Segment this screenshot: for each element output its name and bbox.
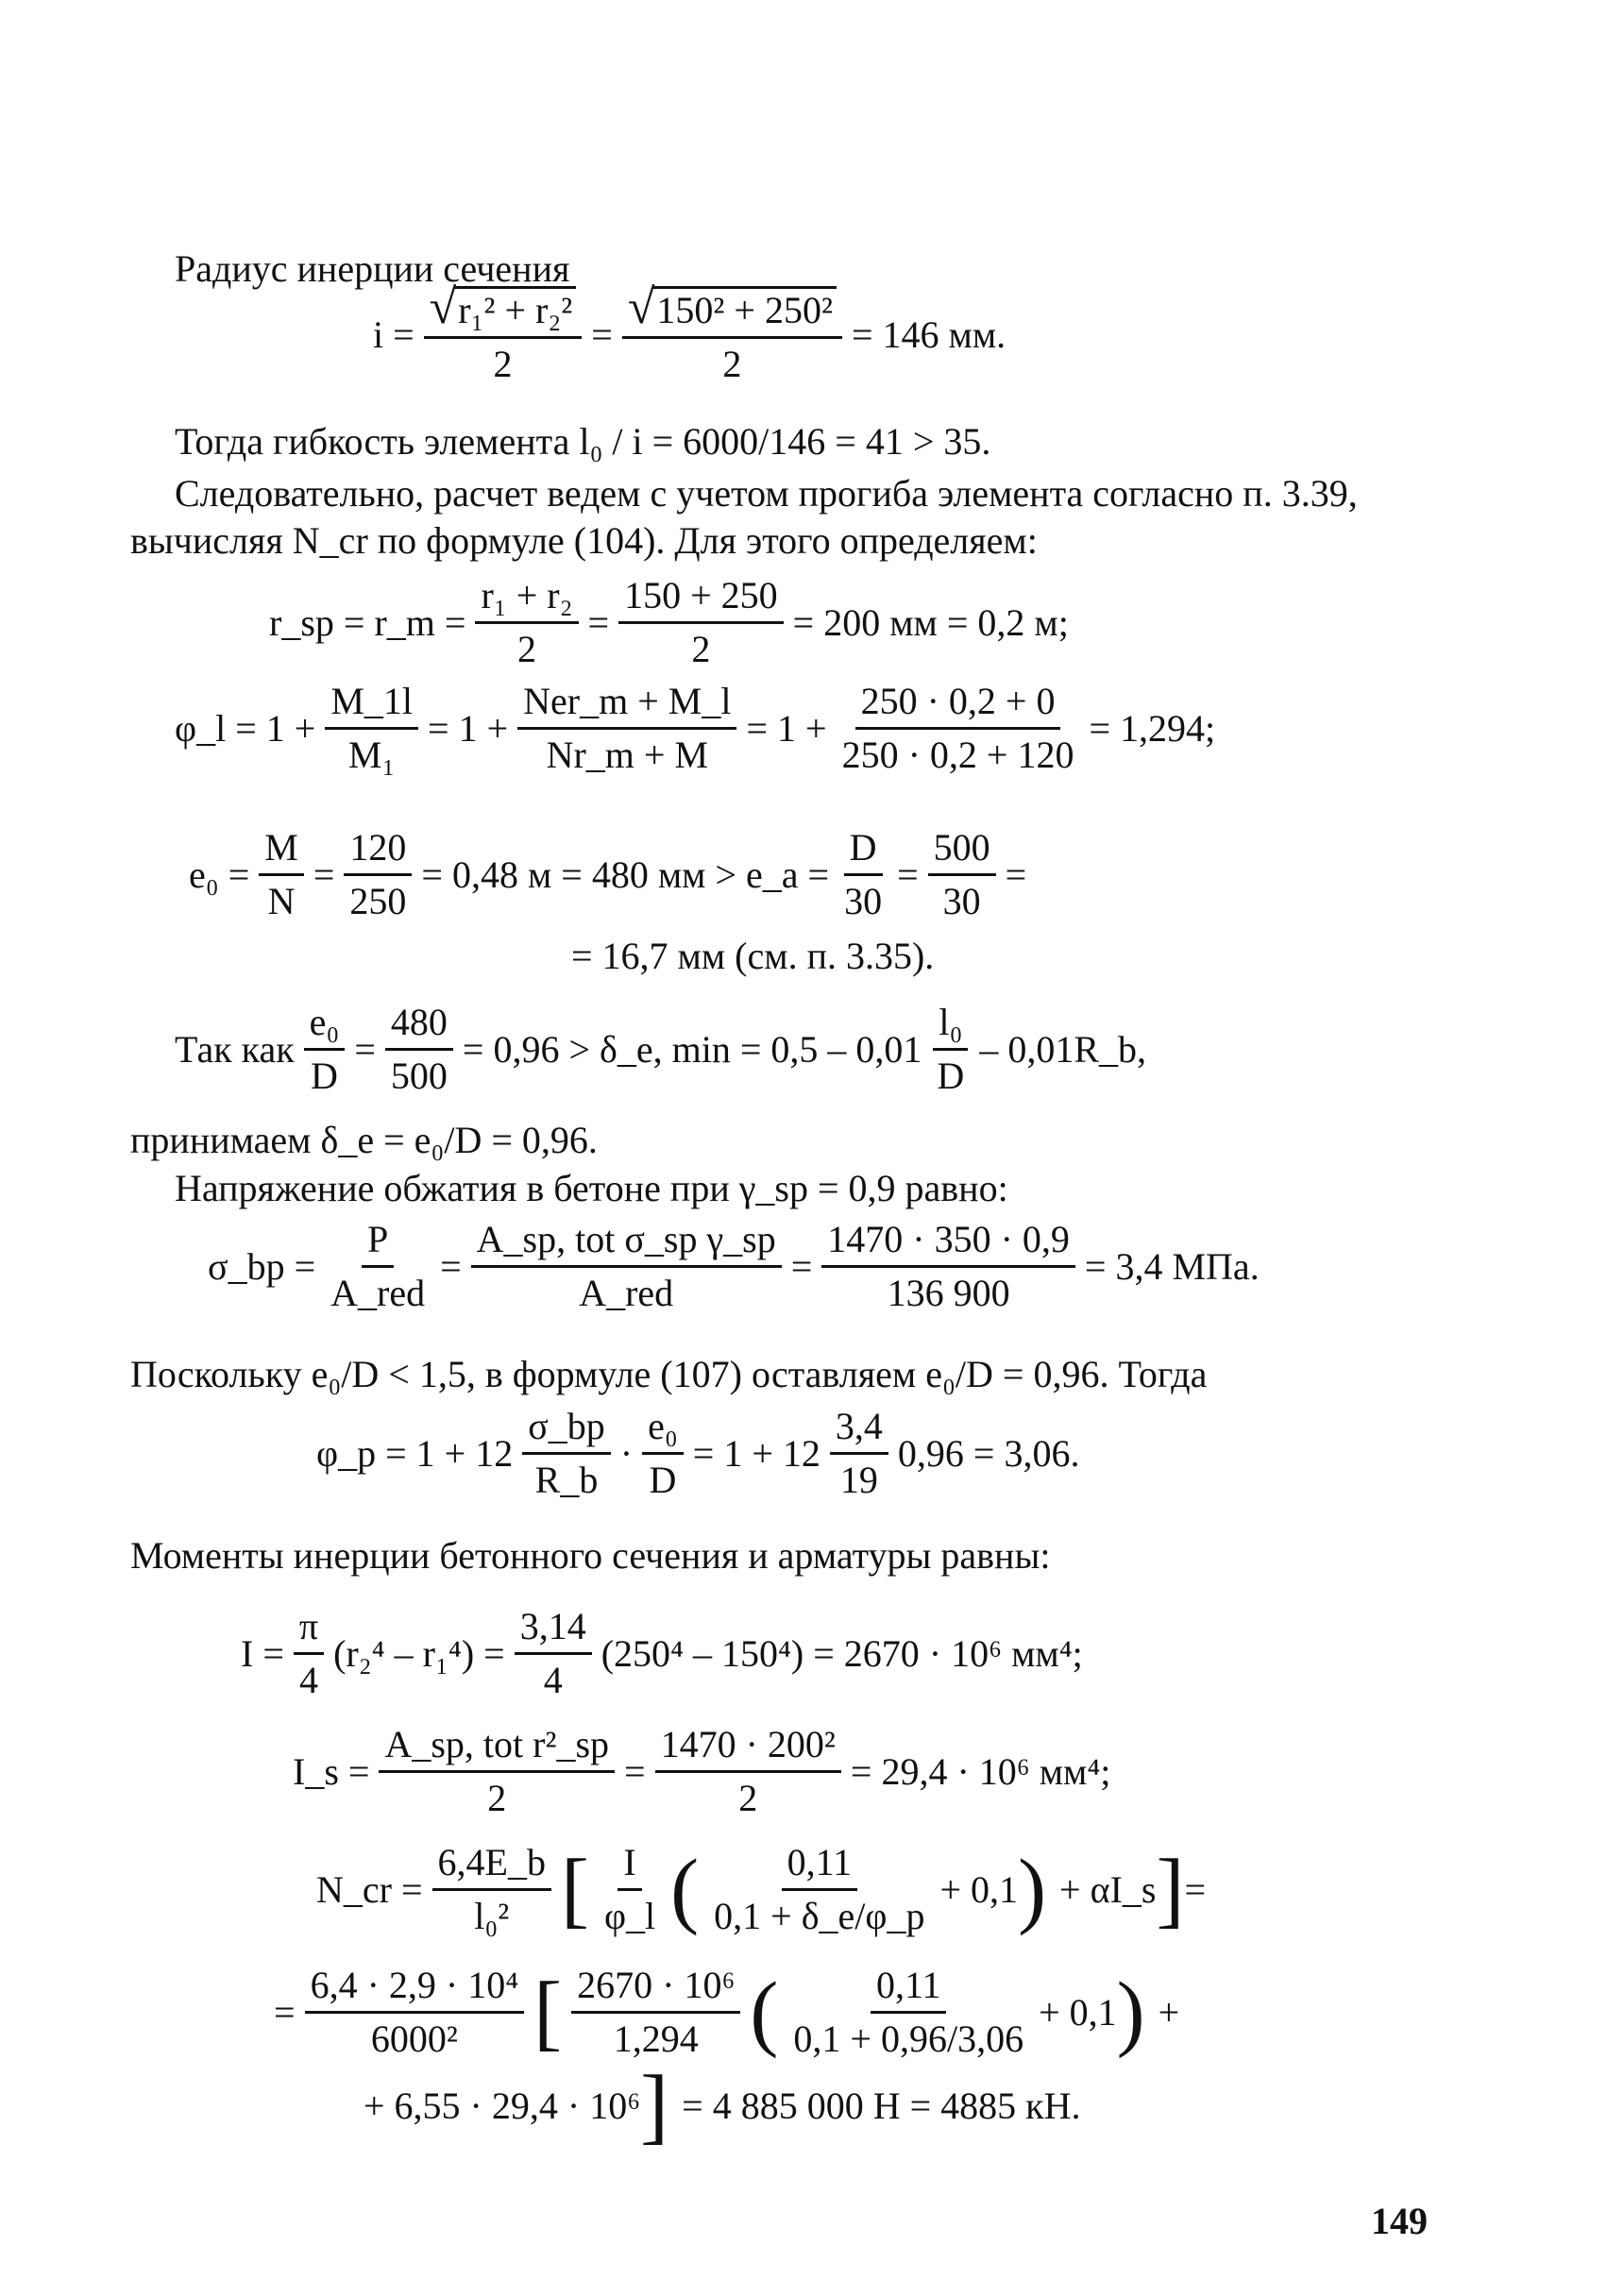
eq-i-num1: r₁² + r₂² bbox=[454, 286, 576, 332]
eq-e0-num1: M bbox=[259, 826, 304, 876]
line-stress: Напряжение обжатия в бетоне при γ_sp = 0,9 равно: bbox=[175, 1167, 1008, 1209]
eq-Ncr2-tail: + bbox=[1158, 1990, 1180, 2034]
eq-phil-mid1: = 1 + bbox=[428, 706, 509, 750]
eq-e0-den3: 30 bbox=[844, 880, 883, 922]
eq-since-num2: 480 bbox=[385, 1001, 453, 1051]
equation-e0 bbox=[189, 826, 1026, 923]
eq-I-frac1 bbox=[294, 1605, 324, 1702]
eq-I-mid1: (r₂⁴ – r₁⁴) = bbox=[333, 1631, 505, 1675]
eq-Ncr-frac2 bbox=[599, 1841, 661, 1938]
eq-Ncr2-den1: 6000² bbox=[370, 2017, 458, 2060]
eq-rsp-den2: 2 bbox=[691, 628, 711, 670]
eq-Ncr2-bracket-open: [ bbox=[533, 1965, 563, 2059]
eq-Ncr2-frac3 bbox=[787, 1964, 1029, 2061]
eq-Ncr2-frac1 bbox=[305, 1964, 525, 2061]
eq-phip-result: 0,96 = 3,06. bbox=[897, 1431, 1080, 1475]
eq-phip-num2: e₀ bbox=[642, 1405, 684, 1455]
line-moments: Моменты инерции бетонного сечения и арматуры равны: bbox=[130, 1534, 1051, 1577]
eq-phil-num3: 250 · 0,2 + 0 bbox=[855, 680, 1061, 730]
eq-I-den1: 4 bbox=[298, 1659, 318, 1701]
equation-radius bbox=[373, 280, 1006, 386]
radical-icon: √ bbox=[627, 280, 655, 334]
eq-Ncr-num1: 6,4E_b bbox=[432, 1841, 551, 1891]
equation-Ncr-3 bbox=[364, 2059, 1081, 2152]
eq-Ncr3-result: = 4 885 000 Н = 4885 кН. bbox=[682, 2085, 1081, 2127]
radical-icon: √ bbox=[429, 280, 457, 334]
eq-Ncr-den2: φ_l bbox=[603, 1895, 656, 1937]
eq-Ncr-frac3 bbox=[708, 1841, 930, 1938]
eq-e0-den2: 250 bbox=[349, 880, 407, 922]
eq-I-den2: 4 bbox=[543, 1659, 563, 1701]
eq-Is-num1: A_sp, tot r²_sp bbox=[379, 1723, 615, 1773]
eq-e0-den4: 30 bbox=[942, 880, 981, 922]
eq-phip-frac2 bbox=[642, 1405, 684, 1502]
eq-sigma-frac3 bbox=[821, 1218, 1075, 1315]
eq-phip-mid: = 1 + 12 bbox=[692, 1431, 820, 1475]
eq-Ncr-paren-open: ( bbox=[670, 1842, 700, 1936]
eq-rsp-result: = 200 мм = 0,2 м; bbox=[792, 600, 1069, 644]
eq-i-frac2 bbox=[622, 280, 842, 386]
eq-phip-num3: 3,4 bbox=[830, 1405, 888, 1455]
eq-Ncr-num2: I bbox=[617, 1841, 641, 1891]
eq-Is-frac2 bbox=[655, 1723, 841, 1820]
eq-Ncr-frac1 bbox=[432, 1841, 551, 1938]
line-therefore-2: вычисляя N_cr по формуле (104). Для этого определяем: bbox=[130, 519, 1038, 562]
eq-i-lhs: i = bbox=[373, 312, 414, 356]
eq-i-eq1: = bbox=[591, 312, 613, 356]
eq-Ncr2-paren-open: ( bbox=[750, 1965, 779, 2059]
eq-e0-num3: D bbox=[844, 826, 883, 876]
eq-e0-lhs: e₀ = bbox=[189, 853, 250, 896]
eq-sigma-den1: A_red bbox=[330, 1272, 426, 1314]
eq-Ncr-num3: 0,11 bbox=[782, 1841, 858, 1891]
eq-phil-den3: 250 · 0,2 + 120 bbox=[841, 734, 1074, 776]
eq-Ncr-bracket-open: [ bbox=[560, 1842, 589, 1936]
equation-e0-line2: = 16,7 мм (см. п. 3.35). bbox=[571, 935, 935, 977]
eq-Ncr-den3: 0,1 + δ_e/φ_p bbox=[714, 1895, 925, 1937]
eq-Ncr3-lead: + 6,55 · 29,4 · 10⁶ bbox=[364, 2085, 641, 2127]
eq-since-eq: = bbox=[354, 1027, 376, 1071]
equation-phip bbox=[316, 1405, 1079, 1502]
eq-rsp-frac1 bbox=[475, 574, 578, 671]
eq-Is-den1: 2 bbox=[487, 1777, 507, 1819]
eq-rsp-den1: 2 bbox=[516, 628, 536, 670]
equation-rsp bbox=[269, 574, 1069, 671]
eq-phil-den2: Nr_m + M bbox=[546, 734, 709, 776]
eq-phip-den3: 19 bbox=[839, 1459, 878, 1501]
page-number: 149 bbox=[1371, 2200, 1428, 2242]
equation-I bbox=[241, 1605, 1083, 1702]
eq-Ncr-bracket-close: ] bbox=[1156, 1842, 1185, 1936]
eq-e0-num4: 500 bbox=[928, 826, 996, 876]
eq-phip-lhs: φ_p = 1 + 12 bbox=[316, 1431, 514, 1475]
eq-phil-mid2: = 1 + bbox=[746, 706, 827, 750]
eq-i-num2: 150² + 250² bbox=[652, 286, 837, 332]
eq-Ncr2-den3: 0,1 + 0,96/3,06 bbox=[793, 2017, 1024, 2060]
eq-phip-num1: σ_bp bbox=[522, 1405, 611, 1455]
eq-sigma-frac1 bbox=[325, 1218, 431, 1315]
eq-Ncr2-num2: 2670 · 10⁶ bbox=[571, 1964, 740, 2014]
eq-Ncr2-frac2 bbox=[571, 1964, 740, 2061]
equation-phil bbox=[175, 680, 1215, 777]
eq-phip-den2: D bbox=[649, 1459, 677, 1501]
eq-since-frac1 bbox=[304, 1001, 346, 1098]
eq-sigma-num3: 1470 · 350 · 0,9 bbox=[821, 1218, 1075, 1268]
eq-Ncr-paren-close: ) bbox=[1018, 1842, 1047, 1936]
eq-phil-frac1 bbox=[325, 680, 418, 777]
eq-since-lead: Так как bbox=[175, 1027, 295, 1071]
equation-sigma bbox=[208, 1218, 1260, 1315]
eq-phip-frac1 bbox=[522, 1405, 611, 1502]
eq-Ncr2-lhs: = bbox=[274, 1990, 296, 2034]
eq-phil-num2: Ner_m + M_l bbox=[517, 680, 736, 730]
eq-e0-tail: = bbox=[1005, 853, 1027, 896]
line-since2: Поскольку e₀/D < 1,5, в формуле (107) оставляем e₀/D = 0,96. Тогда bbox=[130, 1353, 1208, 1395]
equation-Ncr bbox=[316, 1841, 1206, 1938]
eq-i-den2: 2 bbox=[722, 343, 742, 385]
eq-e0-frac1 bbox=[259, 826, 304, 923]
line-accept: принимаем δ_e = e₀/D = 0,96. bbox=[130, 1119, 598, 1161]
eq-phil-frac3 bbox=[837, 680, 1080, 777]
eq-sigma-lhs: σ_bp = bbox=[208, 1244, 316, 1288]
eq-sigma-num1: P bbox=[362, 1218, 394, 1268]
eq-Is-den2: 2 bbox=[738, 1777, 758, 1819]
eq-i-den1: 2 bbox=[493, 343, 513, 385]
eq-Is-num2: 1470 · 200² bbox=[655, 1723, 841, 1773]
eq-sigma-eq2: = bbox=[790, 1244, 813, 1288]
equation-since bbox=[175, 1001, 1146, 1098]
heading-radius: Радиус инерции сечения bbox=[175, 247, 570, 290]
eq-phil-result: = 1,294; bbox=[1089, 706, 1216, 750]
eq-Ncr2-num3: 0,11 bbox=[871, 1964, 947, 2014]
eq-I-num1: π bbox=[294, 1605, 324, 1655]
eq-i-result: = 146 мм. bbox=[851, 312, 1006, 356]
eq-rsp-num2: 150 + 250 bbox=[618, 574, 784, 624]
eq-Ncr2-num1: 6,4 · 2,9 · 10⁴ bbox=[305, 1964, 525, 2014]
eq-since-frac2 bbox=[385, 1001, 453, 1098]
eq-Ncr2-den2: 1,294 bbox=[613, 2017, 699, 2060]
eq-phil-lhs: φ_l = 1 + bbox=[175, 706, 316, 750]
eq-Ncr2-plus: + 0,1 bbox=[1039, 1990, 1117, 2034]
eq-sigma-eq: = bbox=[440, 1244, 462, 1288]
eq-I-result: (250⁴ – 150⁴) = 2670 · 10⁶ мм⁴; bbox=[601, 1631, 1083, 1675]
eq-rsp-num1: r₁ + r₂ bbox=[475, 574, 578, 624]
eq-sigma-den3: 136 900 bbox=[887, 1272, 1010, 1314]
eq-rsp-frac2 bbox=[618, 574, 784, 671]
eq-phil-frac2 bbox=[517, 680, 736, 777]
eq-since-mid: = 0,96 > δ_e, min = 0,5 – 0,01 bbox=[462, 1027, 922, 1071]
eq-Is-eq: = bbox=[624, 1749, 646, 1793]
eq-Ncr-plus: + 0,1 bbox=[939, 1867, 1019, 1911]
eq-Is-lhs: I_s = bbox=[293, 1749, 370, 1793]
eq-sigma-frac2 bbox=[471, 1218, 782, 1315]
eq-since-tail: – 0,01R_b, bbox=[979, 1027, 1146, 1071]
eq-Ncr-alpha: + αI_s bbox=[1059, 1867, 1157, 1911]
equation-Is bbox=[293, 1723, 1110, 1820]
eq-I-lhs: I = bbox=[241, 1631, 284, 1675]
eq-e0-eq2: = bbox=[897, 853, 919, 896]
eq-e0-num2: 120 bbox=[344, 826, 412, 876]
eq-I-num2: 3,14 bbox=[515, 1605, 592, 1655]
eq-since-num1: e₀ bbox=[304, 1001, 346, 1051]
eq-phip-dot: · bbox=[619, 1431, 634, 1475]
line-flexibility: Тогда гибкость элемента l₀ / i = 6000/146 = 41 > 35. bbox=[175, 420, 991, 463]
eq-since-frac3 bbox=[931, 1001, 970, 1098]
eq-Ncr-tail: = bbox=[1184, 1867, 1206, 1911]
eq-i-frac1 bbox=[424, 280, 583, 386]
eq-since-den1: D bbox=[311, 1055, 338, 1097]
eq-e0-eq: = bbox=[313, 853, 335, 896]
equation-Ncr-2 bbox=[274, 1964, 1179, 2061]
eq-phil-den1: M₁ bbox=[347, 734, 396, 776]
eq-e0-frac4 bbox=[928, 826, 996, 923]
eq-e0-frac3 bbox=[838, 826, 888, 923]
eq-rsp-eq: = bbox=[587, 600, 610, 644]
eq-e0-frac2 bbox=[344, 826, 412, 923]
eq-phil-num1: M_1l bbox=[325, 680, 418, 730]
eq-I-frac2 bbox=[515, 1605, 592, 1702]
eq-phip-frac3 bbox=[830, 1405, 888, 1502]
eq-Ncr-lhs: N_cr = bbox=[316, 1867, 423, 1911]
eq-Is-frac1 bbox=[379, 1723, 615, 1820]
eq-phip-den1: R_b bbox=[534, 1459, 599, 1501]
eq-e0-mid: = 0,48 м = 480 мм > e_a = bbox=[421, 853, 830, 896]
eq-rsp-lhs: r_sp = r_m = bbox=[269, 600, 466, 644]
eq-Ncr2-paren-close: ) bbox=[1116, 1965, 1145, 2059]
eq-Is-result: = 29,4 · 10⁶ мм⁴; bbox=[850, 1749, 1111, 1793]
eq-sigma-den2: A_red bbox=[579, 1272, 674, 1314]
eq-since-num3: l₀ bbox=[933, 1001, 968, 1051]
line-therefore-1: Следовательно, расчет ведем с учетом прогиба элемента согласно п. 3.39, bbox=[175, 472, 1358, 515]
eq-Ncr3-bracket-close: ] bbox=[640, 2059, 669, 2152]
eq-since-den2: 500 bbox=[390, 1055, 448, 1097]
eq-Ncr-den1: l₀² bbox=[474, 1895, 510, 1937]
eq-e0-den1: N bbox=[267, 880, 296, 922]
eq-since-den3: D bbox=[937, 1055, 965, 1097]
eq-sigma-num2: A_sp, tot σ_sp γ_sp bbox=[471, 1218, 782, 1268]
eq-sigma-result: = 3,4 МПа. bbox=[1084, 1244, 1260, 1288]
